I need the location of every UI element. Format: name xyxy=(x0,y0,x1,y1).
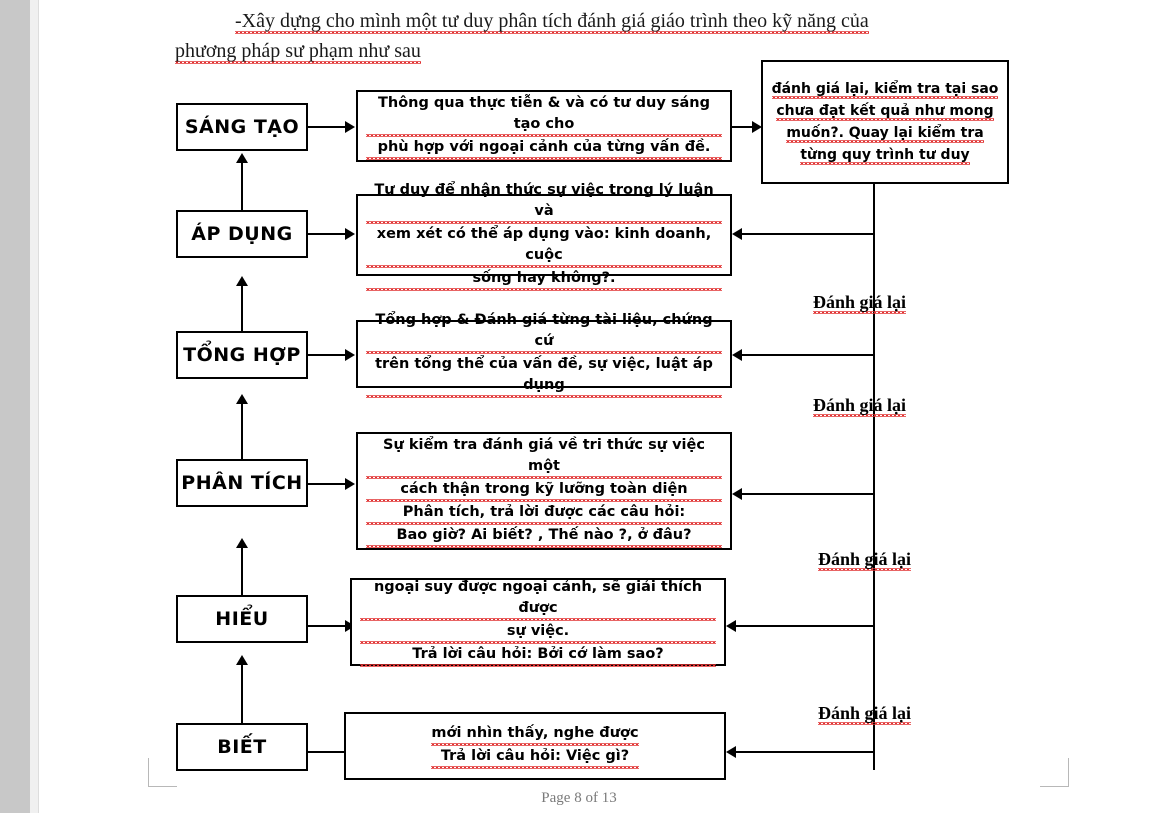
connector-hieu-to-desc xyxy=(308,625,350,627)
feedback-label-3: Đánh giá lại xyxy=(818,549,912,569)
connector-phantich-to-tonghop xyxy=(241,404,243,459)
arrow-up-icon xyxy=(236,655,248,665)
feedback-line-4 xyxy=(734,625,874,627)
connector-hieu-to-phantich xyxy=(241,548,243,595)
desc-box-phan-tich: Sự kiểm tra đánh giá về tri thức sự việc một cách thận trong kỹ lưỡng toàn diện Phân tích, trả lời được các câu hỏi: Bao giờ? Ai biết? , Thế nào ?, ở đâu? xyxy=(356,432,732,550)
feedback-box: đánh giá lại, kiểm tra tại sao chưa đạt kết quả như mong muốn?. Quay lại kiểm tra từng quy trình tư duy xyxy=(761,60,1009,184)
intro-line-1: -Xây dựng cho mình một tư duy phân tích đánh giá giáo trình theo kỹ năng của xyxy=(235,10,869,32)
arrow-right-icon xyxy=(345,121,355,133)
connector-tonghop-to-desc xyxy=(308,354,350,356)
page-corner-mark-right xyxy=(1040,758,1069,787)
arrow-left-icon xyxy=(732,228,742,240)
stage-box-phan-tich: PHÂN TÍCH xyxy=(176,459,308,507)
arrow-up-icon xyxy=(236,153,248,163)
stage-box-sang-tao: SÁNG TẠO xyxy=(176,103,308,151)
feedback-line-1 xyxy=(740,233,874,235)
stage-box-ap-dung: ÁP DỤNG xyxy=(176,210,308,258)
connector-apdung-to-desc xyxy=(308,233,350,235)
desc-box-tong-hop: Tổng hợp & Đánh giá từng tài liệu, chứng cứ trên tổng thể của vấn đề, sự việc, luật áp dụng xyxy=(356,320,732,388)
arrow-right-icon xyxy=(345,349,355,361)
feedback-line-2 xyxy=(740,354,874,356)
feedback-label-1: Đánh giá lại xyxy=(813,292,907,312)
arrow-left-icon xyxy=(732,349,742,361)
intro-paragraph xyxy=(175,6,1075,66)
arrow-up-icon xyxy=(236,394,248,404)
desc-box-ap-dung: Tư duy để nhận thức sự việc trong lý luận và xem xét có thể áp dụng vào: kinh doanh, cuộc sống hay không?. xyxy=(356,194,732,276)
arrow-right-icon xyxy=(345,478,355,490)
stage-box-biet: BIẾT xyxy=(176,723,308,771)
connector-biet-to-hieu xyxy=(241,665,243,723)
arrow-left-icon xyxy=(732,488,742,500)
stage-box-tong-hop: TỔNG HỢP xyxy=(176,331,308,379)
arrow-up-icon xyxy=(236,538,248,548)
feedback-label-2: Đánh giá lại xyxy=(813,395,907,415)
intro-line-2: phương pháp sư phạm như sau xyxy=(175,40,421,62)
desc-box-biet: mới nhìn thấy, nghe được Trả lời câu hỏi: Việc gì? xyxy=(344,712,726,780)
page-footer: Page 8 of 13 xyxy=(541,790,617,806)
feedback-line-5 xyxy=(734,751,874,753)
feedback-label-4: Đánh giá lại xyxy=(818,703,912,723)
connector-apdung-to-sangtao xyxy=(241,163,243,210)
page-gutter xyxy=(0,0,30,813)
feedback-line-3 xyxy=(740,493,874,495)
desc-box-hieu: ngoại suy được ngoại cảnh, sẽ giải thích được sự việc. Trả lời câu hỏi: Bởi cớ làm sao? xyxy=(350,578,726,666)
arrow-up-icon xyxy=(236,276,248,286)
arrow-left-icon xyxy=(726,620,736,632)
page-corner-mark-left xyxy=(148,758,177,787)
page-gutter-inner xyxy=(30,0,39,813)
connector-sang-tao-to-desc xyxy=(308,126,350,128)
desc-box-sang-tao: Thông qua thực tiễn & và có tư duy sáng tạo cho phù hợp với ngoại cảnh của từng vấn đề. xyxy=(356,90,732,162)
connector-phantich-to-desc xyxy=(308,483,350,485)
feedback-spine xyxy=(873,184,875,770)
connector-tonghop-to-apdung xyxy=(241,286,243,331)
stage-box-hieu: HIỂU xyxy=(176,595,308,643)
arrow-left-icon xyxy=(726,746,736,758)
arrow-right-icon xyxy=(345,228,355,240)
